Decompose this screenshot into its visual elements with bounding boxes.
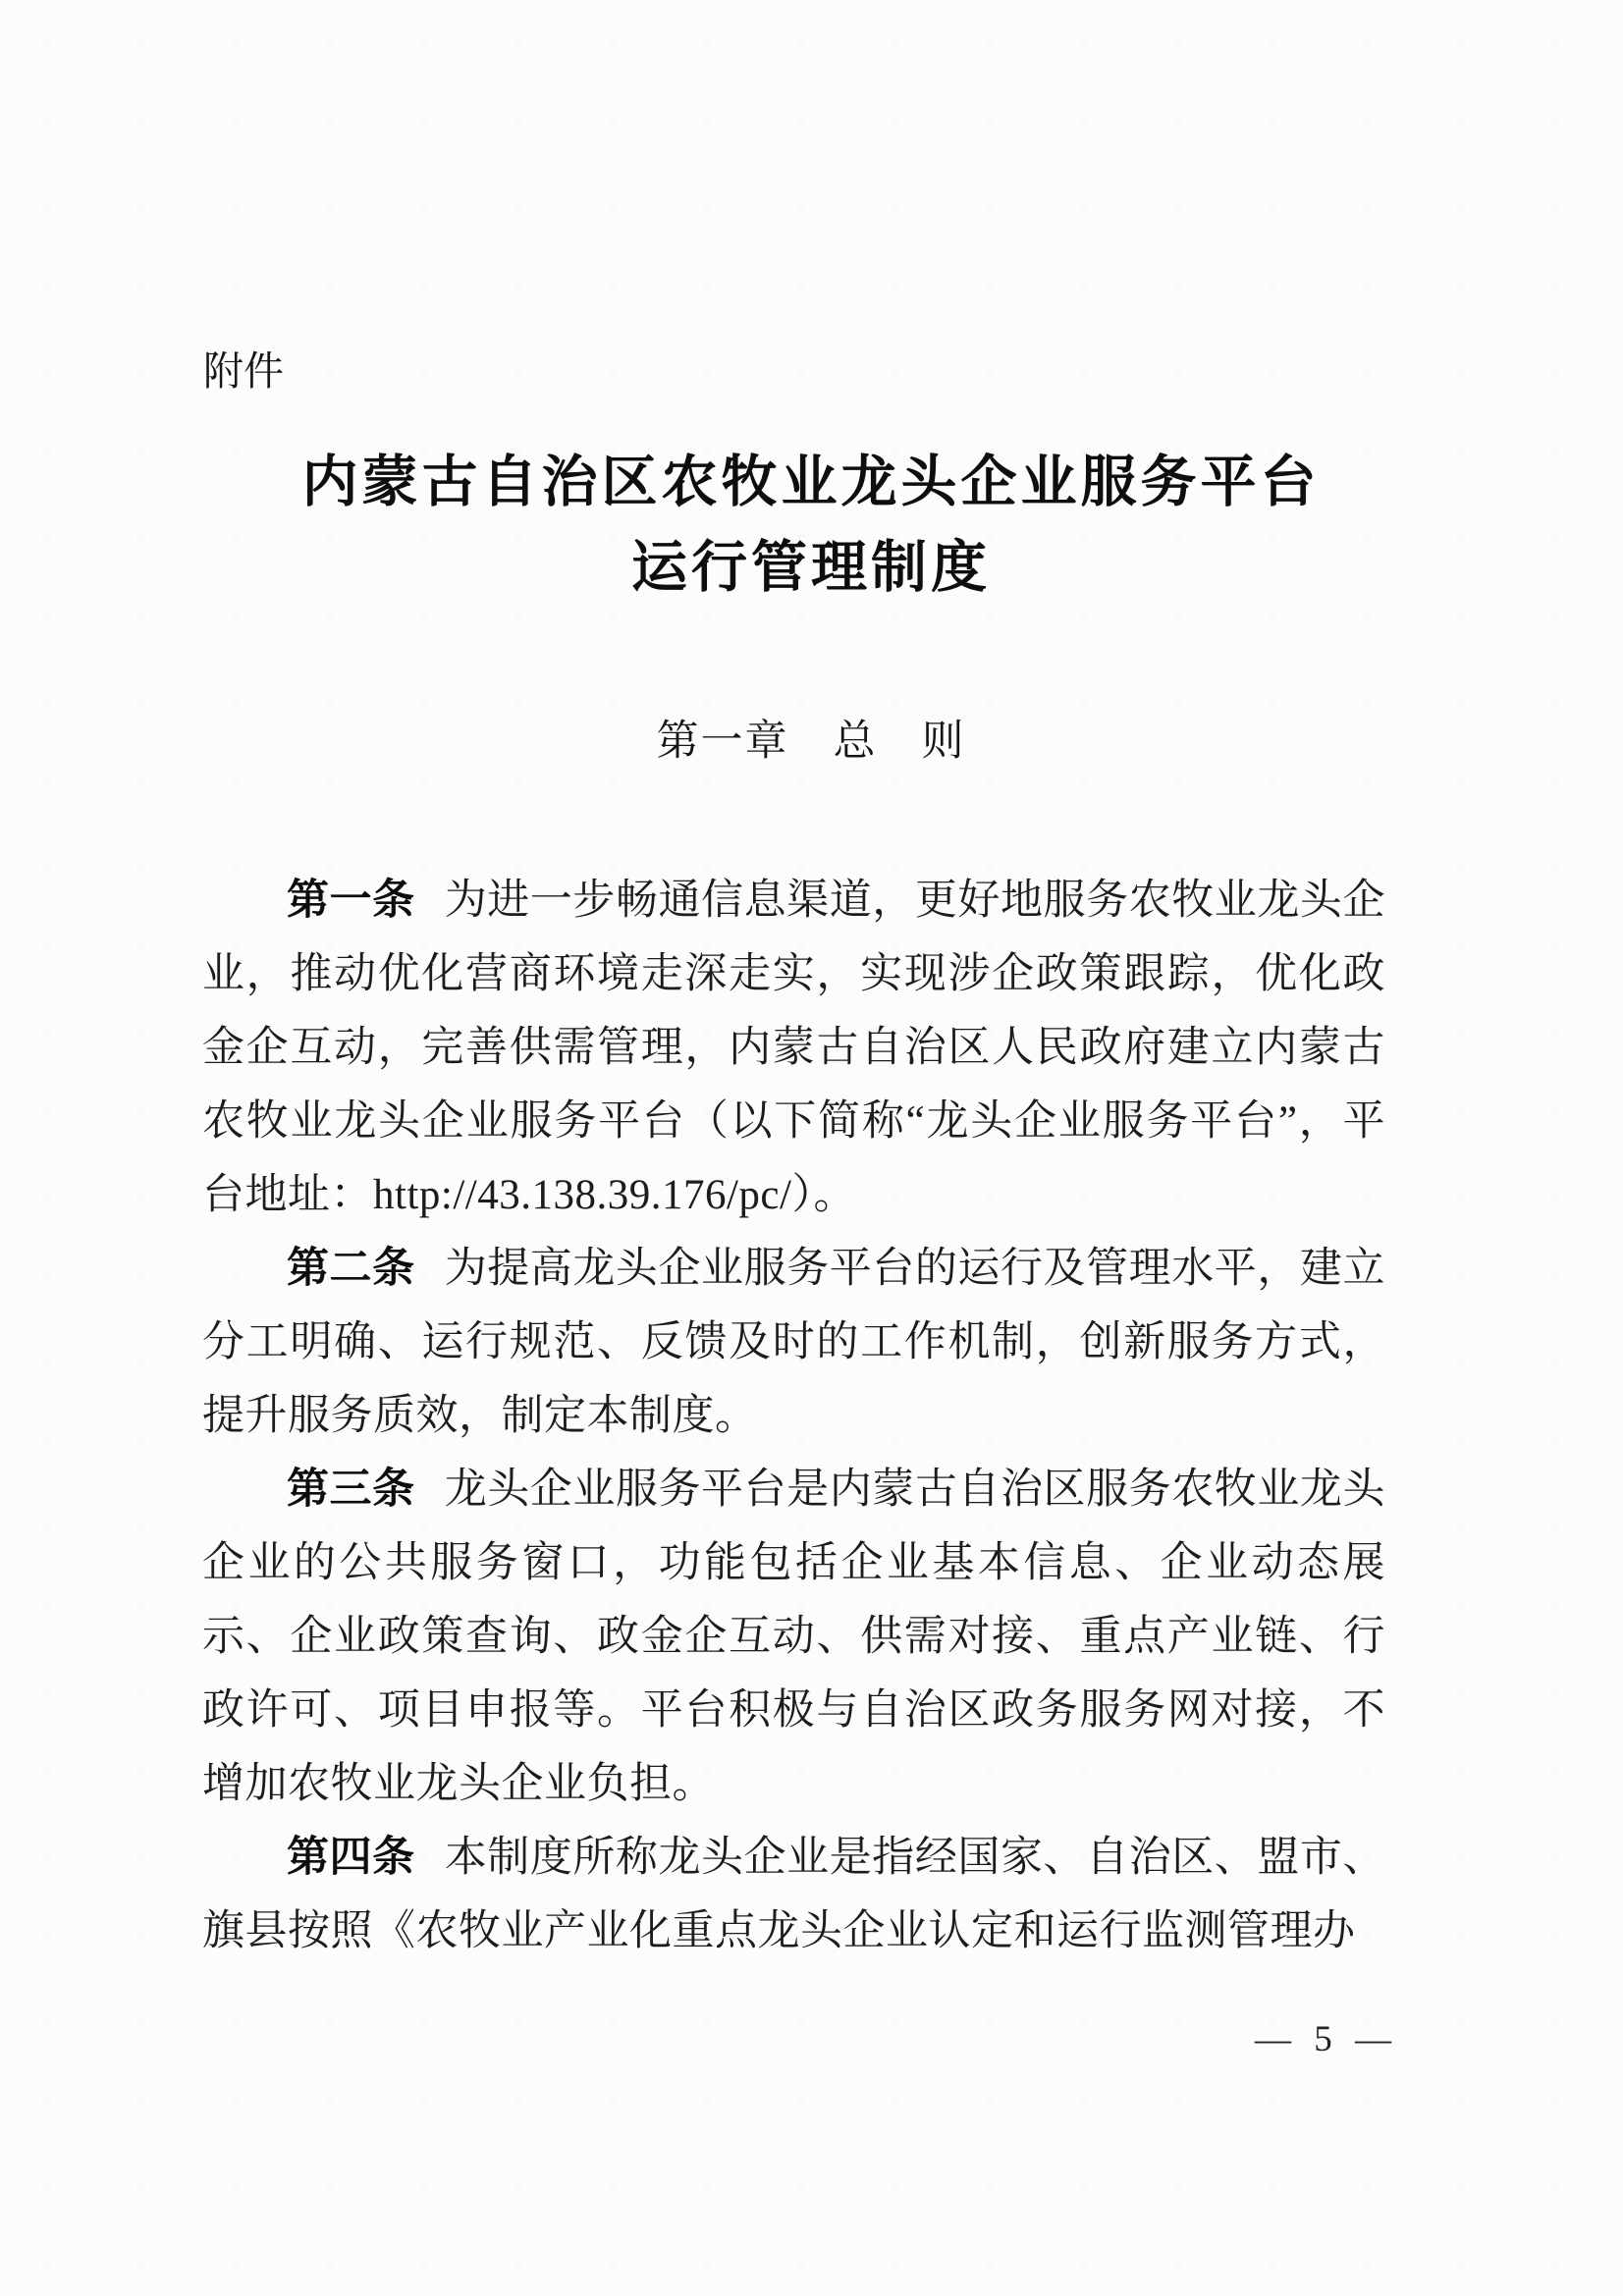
document-title-line2: 运行管理制度 xyxy=(631,537,991,599)
article-3-number: 第三条 xyxy=(287,1466,415,1513)
page-number: — 5 — xyxy=(1255,2019,1398,2059)
article-2-text: 为提高龙头企业服务平台的运行及管理水平，建立分工明确、运行规范、反馈及时的工作机制，创新服务方式，提升服务质效，制定本制度。 xyxy=(202,1246,1385,1439)
article-4-number: 第四条 xyxy=(287,1834,415,1881)
chapter-heading: 第一章 总 则 xyxy=(656,718,966,765)
attachment-label: 附件 xyxy=(203,348,284,394)
article-1 xyxy=(202,864,1385,1232)
article-3-text: 龙头企业服务平台是内蒙古自治区服务农牧业龙头企业的公共服务窗口，功能包括企业基本信息、企业动态展示、企业政策查询、政金企互动、供需对接、重点产业链、行政许可、项目申报等。平台积极与自治区政务服务网对接，不增加农牧业龙头企业负担。 xyxy=(202,1467,1385,1807)
article-2-number: 第二条 xyxy=(287,1245,415,1292)
article-4 xyxy=(202,1821,1385,1968)
article-2 xyxy=(202,1232,1385,1453)
article-1-number: 第一条 xyxy=(287,877,415,924)
document-title-line1: 内蒙古自治区农牧业龙头企业服务平台 xyxy=(301,452,1321,513)
article-4-text: 本制度所称龙头企业是指经国家、自治区、盟市、旗县按照《农牧业产业化重点龙头企业认定和运行监测管理办 xyxy=(202,1835,1385,1954)
article-1-text: 为进一步畅通信息渠道，更好地服务农牧业龙头企业，推动优化营商环境走深走实，实现涉企政策跟踪，优化政金企互动，完善供需管理，内蒙古自治区人民政府建立内蒙古农牧业龙头企业服务平台（以下简称“龙头企业服务平台”，平台地址：http://43.138.39.176/pc/）。 xyxy=(202,878,1385,1218)
document-title xyxy=(10,440,1612,611)
article-3 xyxy=(202,1453,1385,1821)
document-body xyxy=(202,864,1385,1968)
